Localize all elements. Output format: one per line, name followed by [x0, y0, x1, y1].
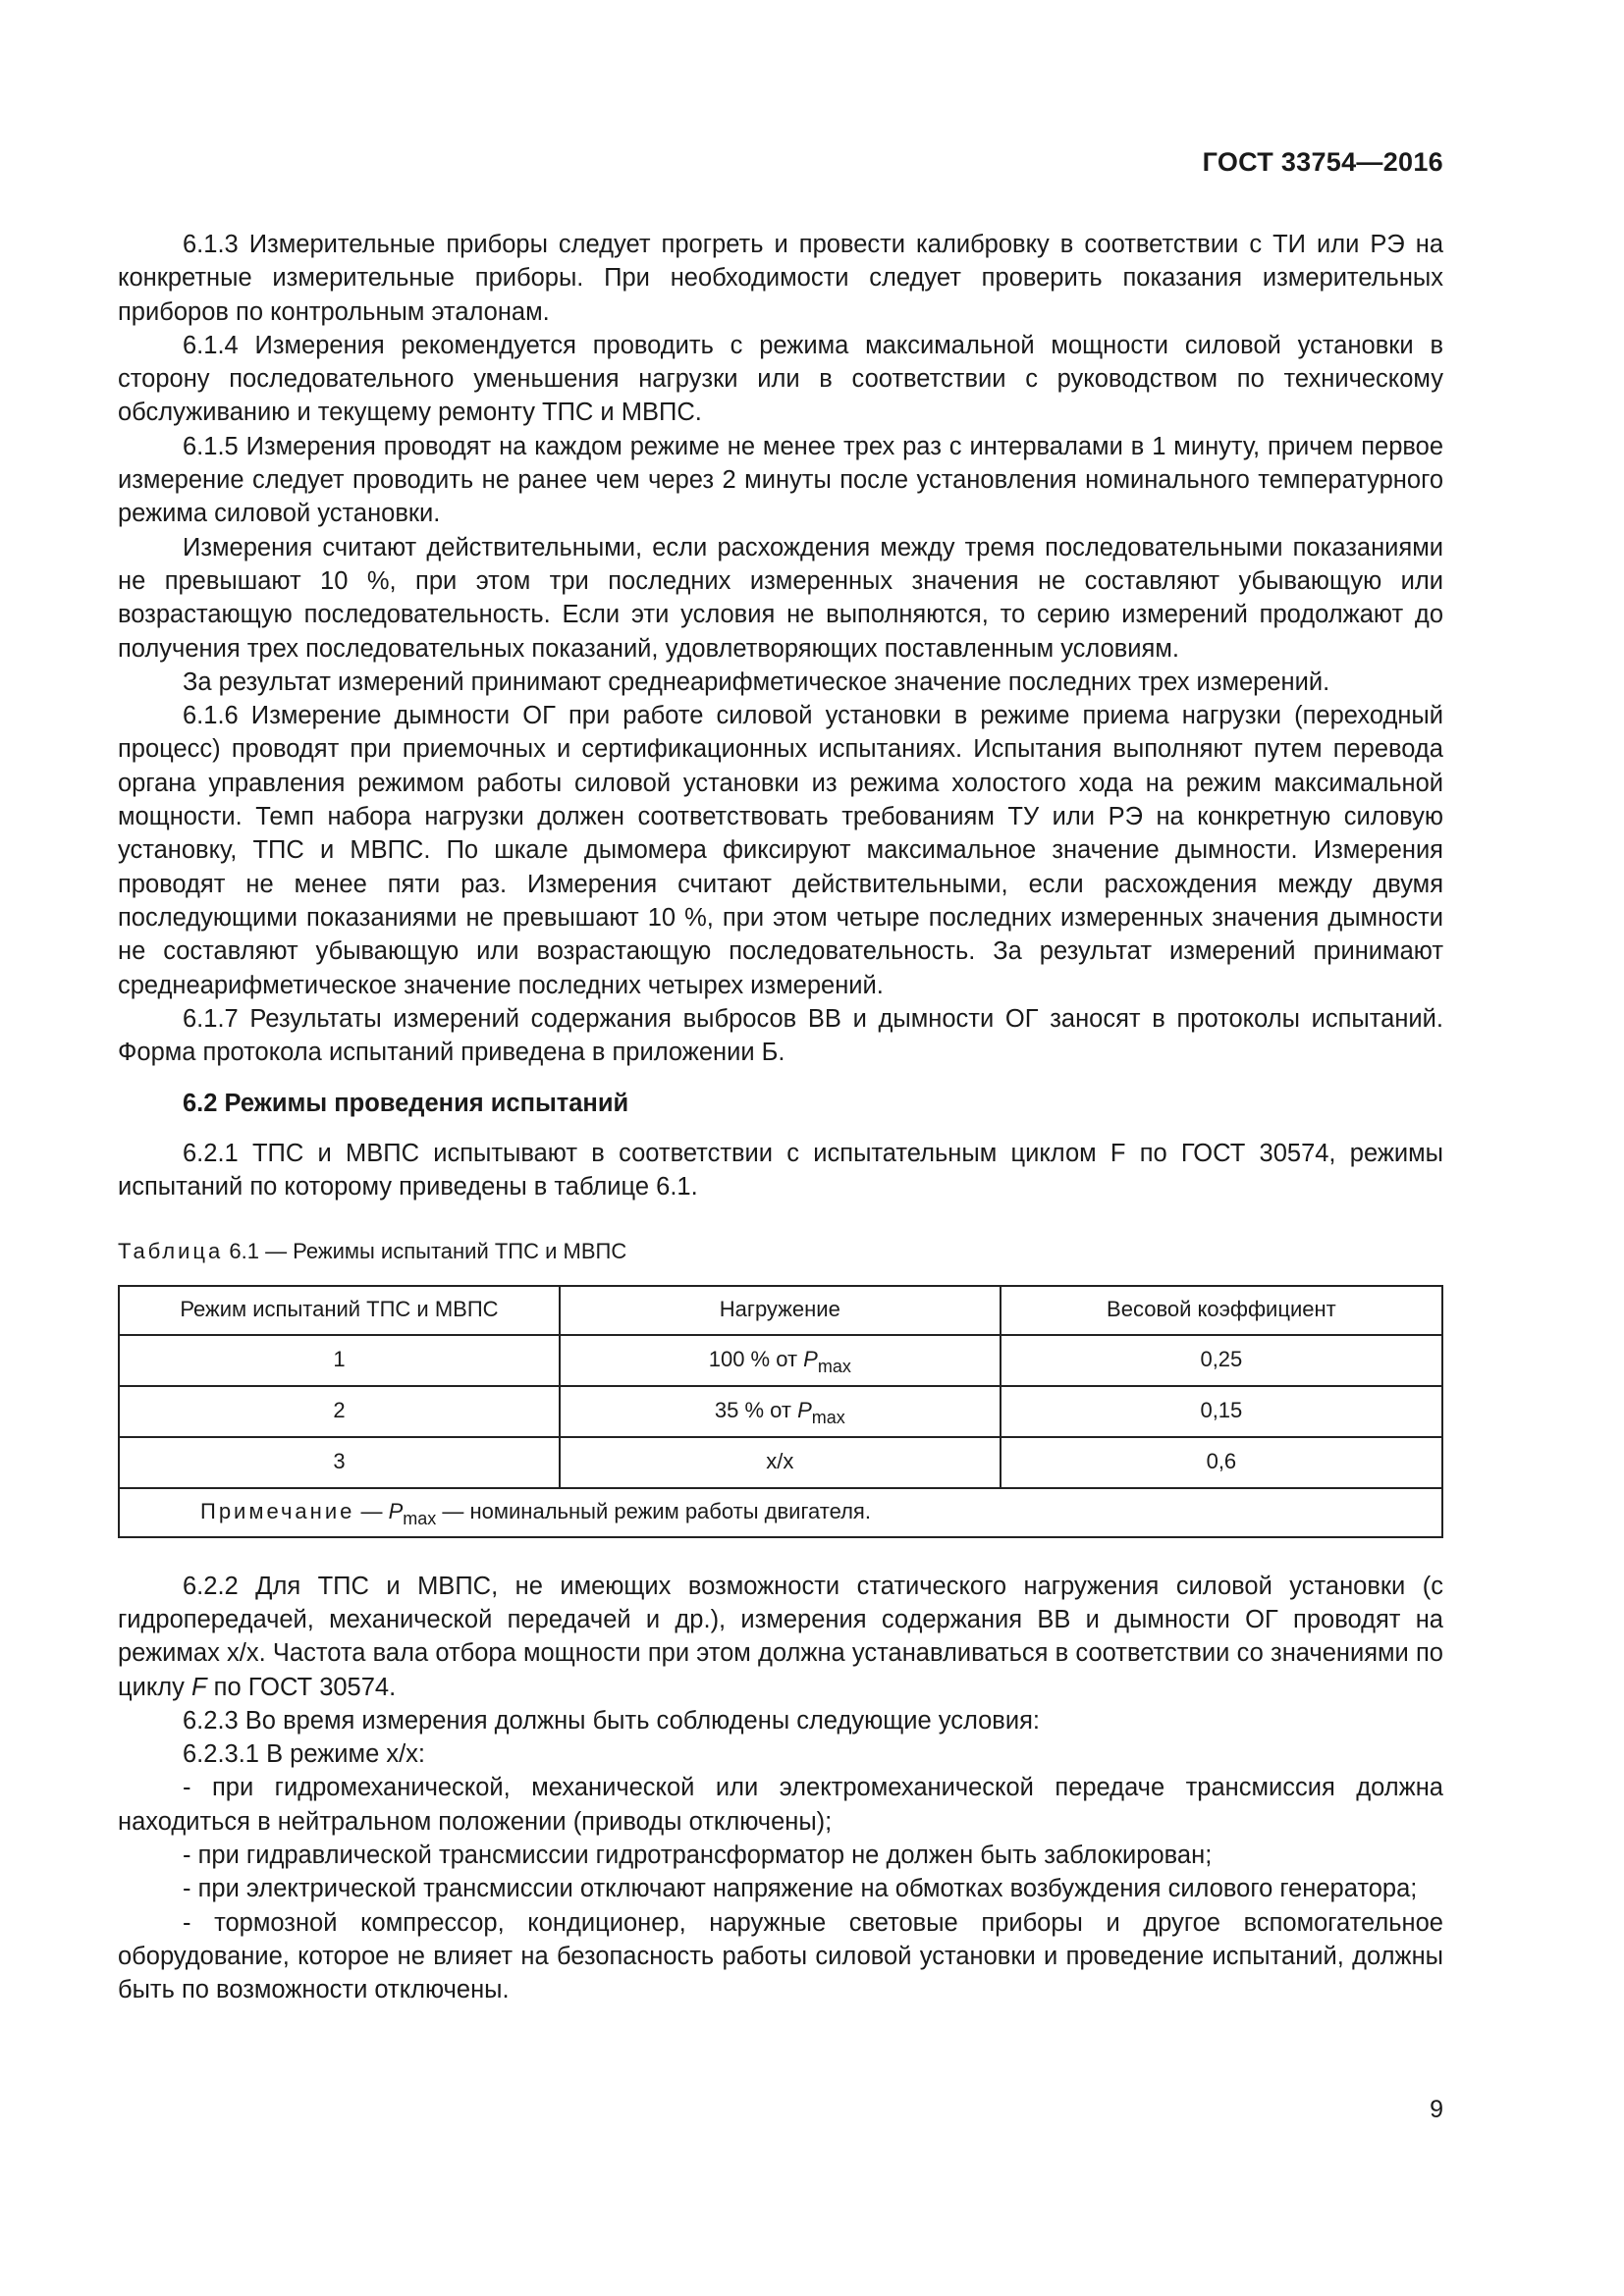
cycle-f-italic: F	[191, 1673, 207, 1701]
cell-load-plain: х/х	[766, 1449, 794, 1474]
cell-coefficient: 0,15	[1001, 1386, 1442, 1437]
cell-mode: 2	[119, 1386, 560, 1437]
paragraph-6-1-7: 6.1.7 Результаты измерений содержания выбросов ВВ и дымности ОГ заносят в протоколы испытаний. Форма протокола испытаний приведена в приложении Б.	[118, 1004, 1443, 1067]
cell-load-subscript: max	[811, 1408, 845, 1428]
column-header-mode: Режим испытаний ТПС и МВПС	[119, 1286, 560, 1335]
cell-coefficient: 0,6	[1001, 1437, 1442, 1488]
test-modes-table	[118, 1285, 1443, 1538]
cell-load	[560, 1335, 1001, 1386]
note-text: — номинальный режим работы двигателя.	[436, 1499, 871, 1524]
note-word: Примечание	[200, 1499, 355, 1524]
paragraph-6-2-1: 6.2.1 ТПС и МВПС испытывают в соответствии с испытательным циклом F по ГОСТ 30574, режимы испытаний по которому приведены в таблице 6.1.	[118, 1139, 1443, 1201]
cell-load-variable: P	[803, 1347, 818, 1372]
cell-load	[560, 1437, 1001, 1488]
paragraph-6-1-3: 6.1.3 Измерительные приборы следует прогреть и провести калибровку в соответствии с ТИ или РЭ на конкретные измерительные приборы. При необходимости следует проверить показания измерительных приборов по контрольным эталонам.	[118, 231, 1443, 326]
cell-load-prefix: 100 % от	[708, 1347, 804, 1372]
table-header-row	[119, 1286, 1442, 1335]
table-caption-title: 6.1 — Режимы испытаний ТПС и МВПС	[223, 1239, 627, 1264]
paragraph-6-2-2-end: по ГОСТ 30574.	[206, 1673, 397, 1701]
cell-mode: 3	[119, 1437, 560, 1488]
table-caption	[118, 1235, 1443, 1268]
list-item: - при гидравлической трансмиссии гидротрансформатор не должен быть заблокирован;	[183, 1841, 1213, 1869]
paragraph-6-2-3-1: 6.2.3.1 В режиме х/х:	[183, 1740, 426, 1769]
cell-load-subscript: max	[817, 1357, 851, 1377]
paragraph-6-2-2	[118, 1570, 1443, 1704]
paragraph-6-1-6: 6.1.6 Измерение дымности ОГ при работе силовой установки в режиме приема нагрузки (переходный процесс) проводят при приемочных и сертификационных испытаниях. Испытания выполняют путем перевода органа управления режимом работы силовой установки из режима холостого хода на режим максимальной мощности. Темп набора нагрузки должен соответствовать требованиям ТУ или РЭ на конкретную силовую установку, ТПС и МВПС. По шкале дымомера фиксируют максимальное значение дымности. Измерения проводят не менее пяти раз. Измерения считают действительными, если расхождения между двумя последующими показаниями не превышают 10 %, при этом четыре последних измеренных значения дымности не составляют убывающую или возрастающую последовательность. За результат измерений принимают среднеарифметическое значение последних четырех измерений.	[118, 702, 1443, 999]
page-number: 9	[1430, 2096, 1443, 2123]
document-body	[118, 228, 1443, 2006]
table-caption-word: Таблица	[118, 1239, 224, 1264]
paragraph-6-1-5-validity: Измерения считают действительными, если расхождения между тремя последовательными показаниями не превышают 10 %, при этом три последних измеренных значения не составляют убывающую или возрастающую последовательность. Если эти условия не выполняются, то серию измерений продолжают до получения трех последовательных показаний, удовлетворяющих поставленным условиям.	[118, 533, 1443, 663]
document-code: ГОСТ 33754—2016	[1202, 147, 1443, 177]
column-header-coefficient: Весовой коэффициент	[1001, 1286, 1442, 1335]
note-variable: P	[388, 1499, 404, 1524]
paragraph-6-2-2-text: 6.2.2 Для ТПС и МВПС, не имеющих возможности статического нагружения силовой установки (с гидропередачей, механической передачей и др.), измерения содержания ВВ и дымности ОГ проводят на режимах х/х. Частота вала отбора мощности при этом должна устанавливаться в соответствии со значениями по циклу	[118, 1572, 1443, 1701]
cell-mode: 1	[119, 1335, 560, 1386]
column-header-load: Нагружение	[560, 1286, 1001, 1335]
paragraph-6-1-5: 6.1.5 Измерения проводят на каждом режиме не менее трех раз с интервалами в 1 минуту, причем первое измерение следует проводить не ранее чем через 2 минуты после установления номинального температурного режима силовой установки.	[118, 432, 1443, 528]
note-subscript: max	[403, 1509, 437, 1529]
list-item: - при электрической трансмиссии отключают напряжение на обмотках возбуждения силового генератора;	[183, 1875, 1418, 1903]
table-note	[119, 1488, 1442, 1537]
table-row	[119, 1437, 1442, 1488]
paragraph-6-1-4: 6.1.4 Измерения рекомендуется проводить с режима максимальной мощности силовой установки в сторону последовательного уменьшения нагрузки или в соответствии с руководством по техническому обслуживанию и текущему ремонту ТПС и МВПС.	[118, 331, 1443, 427]
paragraph-6-2-3: 6.2.3 Во время измерения должны быть соблюдены следующие условия:	[183, 1706, 1040, 1735]
list-item: - при гидромеханической, механической или электромеханической передаче трансмиссия должна находиться в нейтральном положении (приводы отключены);	[118, 1774, 1443, 1836]
table-row	[119, 1335, 1442, 1386]
table-row	[119, 1386, 1442, 1437]
cell-load-prefix: 35 % от	[714, 1398, 798, 1423]
cell-coefficient: 0,25	[1001, 1335, 1442, 1386]
section-heading-6-2: 6.2 Режимы проведения испытаний	[183, 1090, 629, 1118]
cell-load	[560, 1386, 1001, 1437]
paragraph-6-1-5-result: За результат измерений принимают среднеарифметическое значение последних трех измерений.	[183, 667, 1330, 696]
cell-load-variable: P	[797, 1398, 812, 1423]
table-note-row	[119, 1488, 1442, 1537]
list-item: - тормозной компрессор, кондиционер, наружные световые приборы и другое вспомогательное оборудование, которое не влияет на безопасность работы силовой установки и проведение испытаний, должны быть по возможности отключены.	[118, 1908, 1443, 2004]
note-dash: —	[354, 1499, 389, 1524]
